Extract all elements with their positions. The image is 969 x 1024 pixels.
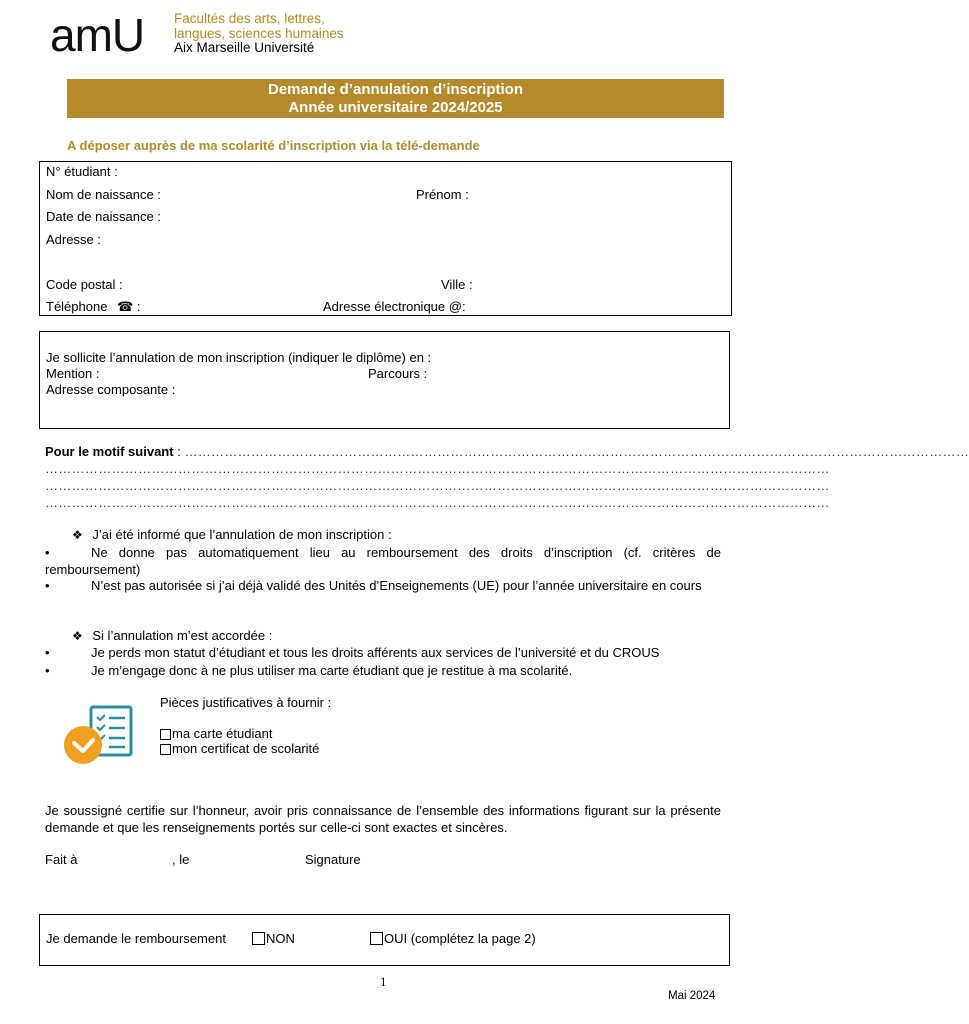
refund-section [39, 914, 730, 966]
date-label: , le [172, 852, 190, 867]
reason-label: Pour le motif suivant [45, 444, 174, 459]
informed-heading: ❖ J’ai été informé que l’annulation de mon inscription : [72, 527, 392, 542]
student-number-label: N° étudiant : [46, 164, 118, 179]
informed-item-1: Ne donne pas automatiquement lieu au remboursement des droits d’inscription (cf. critères de remboursement) [45, 545, 721, 577]
amu-logo: amU [50, 9, 145, 61]
mention-label: Mention : [46, 366, 100, 381]
informed-item-2: N’est pas autorisée si j’ai déjà validé des Unités d’Enseignements (UE) pour l’année universitaire en cours [91, 578, 702, 593]
refund-no-option [252, 931, 295, 946]
page-title: Demande d’annulation d’inscription [267, 81, 523, 98]
granted-item-1: Je perds mon statut d’étudiant et tous les droits afférents aux services de l’université et du CROUS [91, 645, 660, 660]
city-label: Ville : [441, 277, 473, 292]
refund-no-checkbox[interactable] [252, 932, 265, 945]
bullet-icon: • [45, 663, 50, 678]
diamond-bullet-icon: ❖ [72, 629, 83, 643]
bullet-icon: • [45, 578, 50, 593]
submission-instruction: A déposer auprès de ma scolarité d’inscription via la télé-demande [67, 138, 480, 153]
diamond-bullet-icon: ❖ [72, 528, 83, 542]
reason-line-3: …………………………………………………………………………………………………………………………………………………………… [45, 478, 830, 493]
refund-yes-option [370, 931, 536, 946]
certification-text: Je soussigné certifie sur l’honneur, avoir pris connaissance de l’ensemble des informations figurant sur la présente demande et que les renseignements portés sur celle-ci sont exactes et sincères. [45, 803, 721, 835]
student-card-label: ma carte étudiant [172, 726, 273, 741]
identity-section [39, 161, 732, 316]
phone-icon: ☎ : [117, 299, 141, 314]
bullet-icon: • [45, 545, 50, 560]
student-card-checkbox[interactable] [160, 729, 171, 740]
faculty-line-2: langues, sciences humaines [174, 25, 344, 41]
diploma-section [39, 331, 730, 429]
birth-name-label: Nom de naissance : [46, 187, 161, 202]
academic-year: Année universitaire 2024/2025 [288, 99, 503, 116]
postal-code-label: Code postal : [46, 277, 123, 292]
reason-colon: : [173, 444, 181, 459]
bullet-icon: • [45, 645, 50, 660]
reason-line-2: …………………………………………………………………………………………………………………………………………………………… [45, 461, 830, 476]
document-item-certificate [160, 741, 319, 756]
refund-label: Je demande le remboursement [46, 931, 226, 946]
first-name-label: Prénom : [416, 187, 469, 202]
reason-line-1 [45, 444, 969, 459]
granted-item-2: Je m’engage donc à ne plus utiliser ma carte étudiant que je restitue à ma scolarité. [91, 663, 573, 678]
reason-line-4: …………………………………………………………………………………………………………………………………………………………… [45, 495, 830, 510]
parcours-label: Parcours : [368, 366, 428, 381]
signature-label: Signature [305, 852, 361, 867]
title-banner [67, 79, 724, 118]
refund-yes-checkbox[interactable] [370, 932, 383, 945]
page-number: 1 [380, 974, 387, 989]
fait-a-label: Fait à [45, 852, 78, 867]
university-name: Aix Marseille Université [174, 40, 315, 55]
certificate-checkbox[interactable] [160, 744, 171, 755]
component-address-label: Adresse composante : [46, 382, 176, 397]
checklist-icon [63, 705, 135, 767]
faculty-line-1: Facultés des arts, lettres, [174, 11, 325, 26]
phone-label: Téléphone [46, 299, 108, 314]
refund-no-label: NON [266, 931, 295, 946]
address-label: Adresse : [46, 232, 101, 247]
reason-dots: …………………………………………………………………………………………………………………………………………………………… [184, 444, 969, 459]
email-label: Adresse électronique @: [323, 299, 466, 314]
granted-heading: ❖ Si l’annulation m’est accordée : [72, 628, 273, 643]
birth-date-label: Date de naissance : [46, 209, 161, 224]
faculty-name [174, 12, 344, 56]
document-item-student-card [160, 726, 272, 741]
diploma-request-text: Je sollicite l’annulation de mon inscription (indiquer le diplôme) en : [46, 350, 432, 365]
phone-field [46, 299, 141, 315]
documents-heading: Pièces justificatives à fournir : [160, 695, 332, 710]
certificate-label: mon certificat de scolarité [172, 741, 320, 756]
document-date: Mai 2024 [668, 990, 716, 1002]
refund-yes-label: OUI (complétez la page 2) [384, 931, 536, 946]
